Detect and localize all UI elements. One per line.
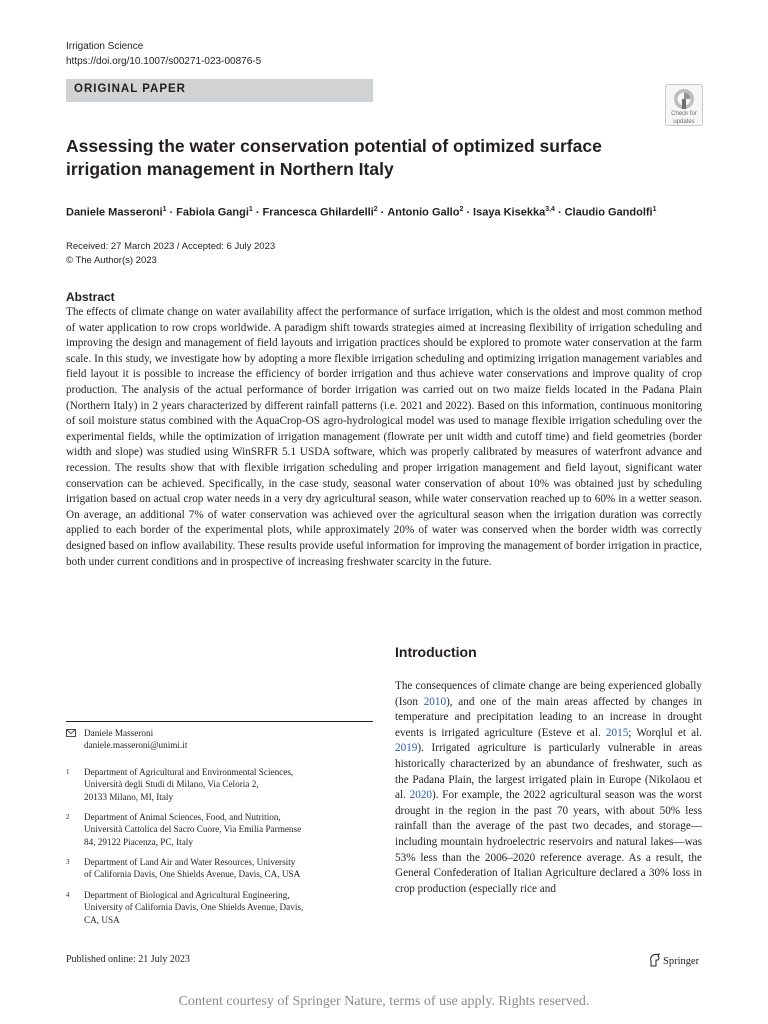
author-name[interactable]: Daniele Masseroni [66,206,163,219]
publisher-logo [648,953,699,967]
citation-link[interactable]: 2020 [409,789,433,802]
author-affiliation-mark: 1 [162,206,167,213]
author-list: Daniele Masseroni$^1$ · Fabiola Gangi$^1$ · Francesca Ghilardelli$^2$ · Antonio Gallo$^2$ · Isaya Kisekka$^{3,4}$ · Claudio Gandolfi$^1$ [66,206,657,219]
affiliation-line: University of California Davis, One Shields Avenue, Davis, [84,902,304,913]
abstract-body: The effects of climate change on water availability affect the performance of surface irrigation, which is the oldest and most common method of water application to row crops worldwide. A paradigm shift towards strategies aimed at increasing flexibility of irrigation scheduling and improving the design and management of field layouts and irrigation practices should be explored to promote water conservation at the farm scale. In this study, we investigate how by adopting a more flexible irrigation scheduling and optimizing irrigation management variables and field layout it is possible to increase the efficiency of border irrigation and thus achieve water conservations and improve quality of crop production. The analysis of the actual performance of border irrigation was carried out on two maize fields located in the Padana Plain (Northern Italy) in 2 years characterized by different rainfall patterns (i.e. 2021 and 2022). Based on this information, continuous monitoring of soil moisture status combined with the AquaCrop-OS agro-hydrological model was used to manage flexible irrigation scheduling over the experimental fields, while the optimization of irrigation management (flowrate per unit width and cutoff time) and field geometries (border width and slope) was studied using WinSRFR 5.1 USDA software, which was properly calibrated by measures of waterfront advance and recession. The results show that with flexible irrigation scheduling and proper irrigation management and field layout, significant water conservation can be achieved. Specifically, in the case study, seasonal water conservation of about 10% was obtained just by scheduling irrigation based on actual crop water needs in a very dry agricultural season, while water conservation reached up to 60% in a wetter season. On average, an additional 7% of water conservation was achieved over the agricultural season when the irrigation duration was correctly applied to each border of the experimental plots, while approximately 20% of water was conserved when the border width was correctly designed based on inflow availability. These results provide useful information for improving the management of border irrigation in practice, both under current conditions and in prospective of increasing freshwater scarcity in the future. [66,306,702,568]
affiliation-number: 3 [66,858,70,866]
affiliation-number: 1 [66,768,70,776]
intro-text-segment: ), and one of the main areas affected by changes in temperature and precipitation leading to an increase in drought events is irrigated agriculture (Esteve et al. [395,695,702,739]
corresponding-author-email[interactable]: daniele.masseroni@unimi.it [84,740,188,751]
crossmark-icon [673,88,695,110]
affiliation-line: CA, USA [84,914,120,925]
title-line-2: irrigation management in Northern Italy [66,159,394,179]
citation-link[interactable]: 2019 [395,742,418,755]
article-type-label: ORIGINAL PAPER [74,83,186,95]
affiliation-line: 84, 29122 Piacenza, PC, Italy [84,836,193,847]
affiliation-line: Department of Biological and Agricultural Engineering, [84,890,290,900]
doi-link[interactable]: https://doi.org/10.1007/s00271-023-00876-5 [66,56,262,67]
courtesy-notice: Content courtesy of Springer Nature, terms of use apply. Rights reserved. [178,994,590,1009]
affiliation-line: Department of Land Air and Water Resources, University [84,857,296,867]
intro-text-segment: The consequences of climate change are being experienced globally (Ison [395,680,702,708]
affiliation-line: Department of Agricultural and Environmental Sciences, [84,767,294,777]
affiliation-line: Università degli Studi di Milano, Via Celoria 2, [84,779,259,790]
publisher-name: Springer [663,956,700,967]
intro-text-segment: ; Worqlul et al. [628,726,702,739]
author-name[interactable]: Isaya Kisekka [473,206,546,219]
author-affiliation-mark: 1 [652,206,657,213]
author-affiliation-mark: 3,4 [545,206,555,213]
author-affiliation-mark: 2 [373,206,378,213]
crossmark-label-1: Check for [671,111,697,117]
check-for-updates-badge[interactable] [665,84,703,126]
corresponding-author-name: Daniele Masseroni [84,728,154,738]
footnote-divider [66,721,373,722]
article-title [66,135,626,181]
published-online-date: Published online: 21 July 2023 [66,954,190,965]
affiliation-number: 4 [66,891,70,899]
article-type-banner [66,79,373,102]
intro-text-segment: ). For example, the 2022 agricultural season was the worst drought in the region in the past 70 years, with about 50% less rainfall than the average of the past two decades, and storage—including mountain hydroelectric reservoirs and natural lakes—was 53% less than the 2006–2020 reference average. As a result, the General Confederation of Italian Agriculture declared a 30% loss in crop production (especially rice and [395,789,702,895]
received-accepted-dates: Received: 27 March 2023 / Accepted: 6 July 2023 [66,241,276,252]
intro-text-segment: ). Irrigated agriculture is particularly vulnerable in areas historically characterized by an abundance of freshwater, such as the Padana Plain, the largest irrigated plain in Europe (Nikolaou et al. [395,742,702,802]
author-name[interactable]: Antonio Gallo [387,206,460,219]
author-affiliation-mark: 2 [459,206,464,213]
author-name[interactable]: Claudio Gandolfi [564,206,653,219]
author-affiliation-mark: 1 [248,206,253,213]
introduction-body [395,679,702,897]
author-name[interactable]: Francesca Ghilardelli [262,206,374,219]
citation-link[interactable]: 2010 [423,695,447,708]
affiliation-number: 2 [66,813,70,821]
springer-horse-icon [648,953,661,967]
envelope-icon [66,729,76,737]
abstract-heading: Abstract [66,290,115,304]
journal-name: Irrigation Science [66,41,144,52]
crossmark-label-2: updates [673,118,695,125]
affiliation-line: of California Davis, One Shields Avenue, Davis, CA, USA [84,869,301,880]
introduction-heading: Introduction [395,644,477,660]
copyright-notice: © The Author(s) 2023 [66,255,157,266]
author-name[interactable]: Fabiola Gangi [176,206,249,219]
title-line-1: Assessing the water conservation potential of optimized surface [66,136,602,156]
citation-link[interactable]: 2015 [605,726,629,739]
affiliation-line: 20133 Milano, MI, Italy [84,791,174,802]
affiliation-line: Department of Animal Sciences, Food, and Nutrition, [84,812,281,822]
affiliation-line: Università Cattolica del Sacro Cuore, Via Emilia Parmense [84,824,302,835]
